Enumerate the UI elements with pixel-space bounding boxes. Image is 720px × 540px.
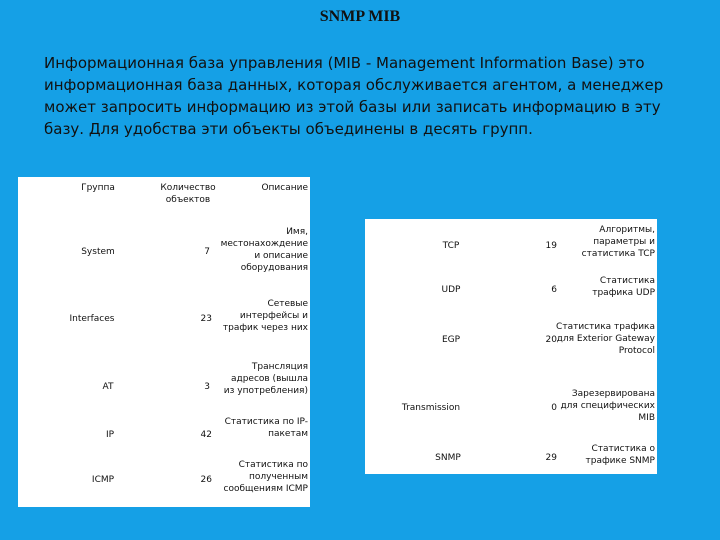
row-description: Алгоритмы, параметры и статистика TCP bbox=[581, 225, 655, 259]
table-row bbox=[18, 292, 310, 348]
table-row bbox=[18, 359, 310, 415]
row-description: Имя, местонахождение и описание оборудования bbox=[220, 227, 308, 273]
row-count: 20 bbox=[545, 335, 557, 345]
header-count: Количество объектов bbox=[160, 183, 216, 205]
row-group: System bbox=[81, 247, 115, 257]
intro-paragraph: Информационная база управления (MIB - Management Information Base) это информационная база данных, которая обслуживается агентом, а менеджер может запросить информацию из этой базы или записать информацию в эту базу. Для удобства эти объекты объединены в десять групп. bbox=[44, 54, 664, 138]
mib-table-right bbox=[365, 219, 657, 474]
row-count: 42 bbox=[200, 430, 212, 440]
table-row bbox=[365, 385, 657, 429]
row-group: ICMP bbox=[91, 475, 115, 485]
row-description: Статистика трафика UDP bbox=[592, 276, 655, 298]
row-count: 26 bbox=[200, 475, 212, 485]
row-count: 6 bbox=[551, 285, 557, 295]
row-description: Статистика трафика для Exterior Gateway Protocol bbox=[556, 322, 655, 356]
row-group: AT bbox=[102, 382, 114, 392]
row-description: Статистика о трафике SNMP bbox=[585, 444, 655, 466]
row-count: 0 bbox=[551, 403, 557, 413]
table-row bbox=[18, 457, 310, 505]
mib-table-left bbox=[18, 177, 310, 507]
row-count: 29 bbox=[545, 453, 557, 463]
table-row bbox=[18, 220, 310, 280]
row-count: 19 bbox=[545, 241, 557, 251]
row-group: EGP bbox=[441, 335, 461, 345]
row-description: Статистика по IP-пакетам bbox=[224, 417, 308, 439]
row-count: 7 bbox=[204, 247, 210, 257]
row-description: Трансляция адресов (вышла из употребления) bbox=[223, 362, 308, 396]
row-group: SNMP bbox=[435, 453, 461, 463]
row-group: IP bbox=[105, 430, 115, 440]
table-row bbox=[365, 223, 657, 273]
table-row bbox=[18, 415, 310, 455]
page-title: SNMP MIB bbox=[319, 8, 401, 25]
row-group: TCP bbox=[442, 241, 460, 251]
row-group: UDP bbox=[441, 285, 461, 295]
table-row bbox=[365, 317, 657, 365]
row-description: Сетевые интерфейсы и трафик через них bbox=[222, 299, 308, 333]
table-row bbox=[365, 441, 657, 473]
row-description: Зарезервирована для специфических MIB bbox=[560, 389, 655, 423]
row-count: 3 bbox=[204, 382, 210, 392]
header-group: Группа bbox=[81, 183, 115, 193]
row-group: Transmission bbox=[401, 403, 461, 413]
row-group: Interfaces bbox=[69, 314, 115, 324]
table-row bbox=[365, 273, 657, 309]
row-description: Статистика по полученным сообщениям ICMP bbox=[223, 460, 308, 494]
header-desc: Описание bbox=[261, 183, 308, 193]
row-count: 23 bbox=[200, 314, 212, 324]
